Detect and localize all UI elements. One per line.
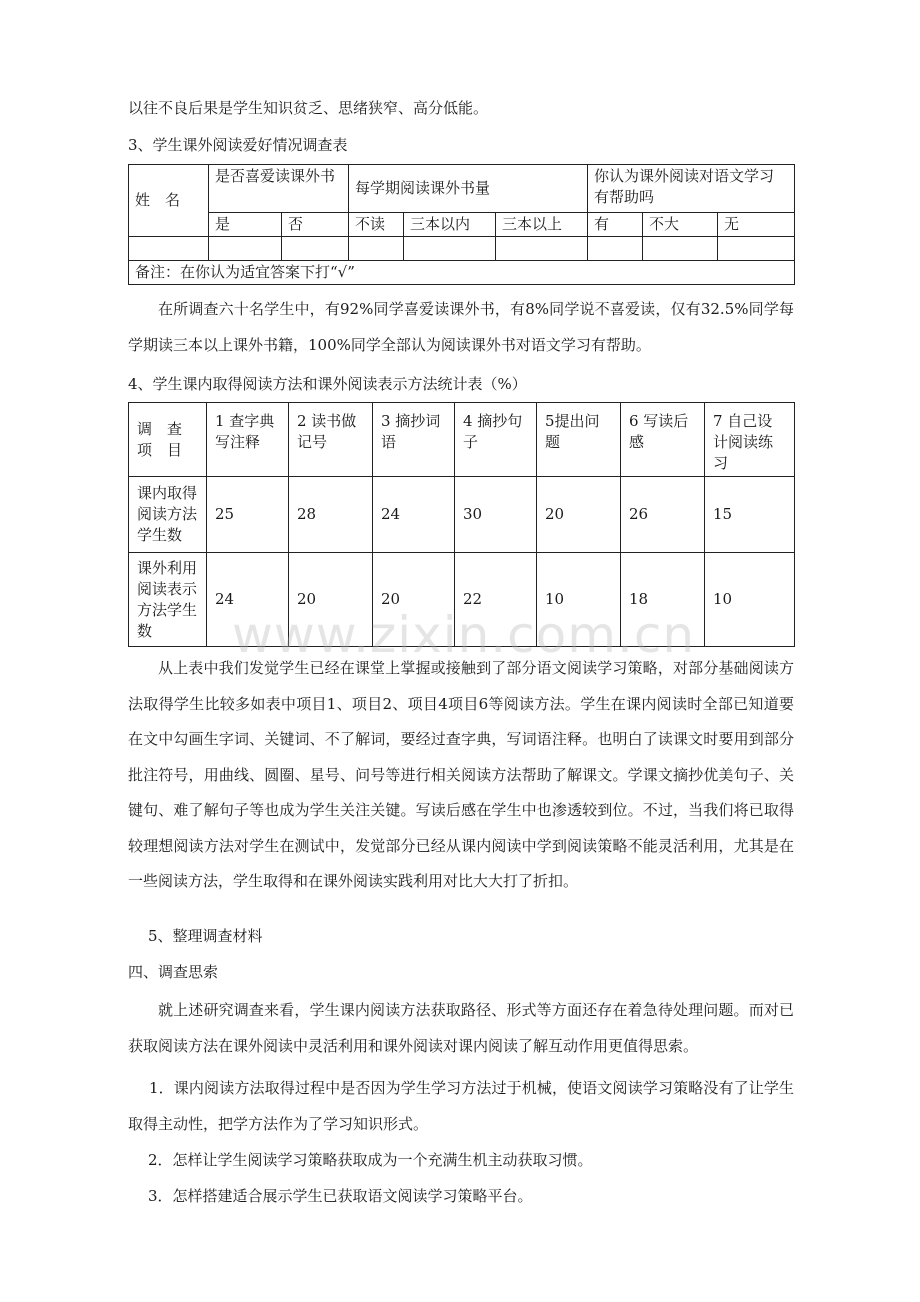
option-little-help: 不大 (643, 213, 718, 237)
method-header: 3 摘抄词语 (373, 403, 455, 477)
table1-note: 备注：在你认为适宜答案下打“√” (129, 261, 795, 285)
paragraph-text: 就上述研究调查来看，学生课内阅读方法获取路径、形式等方面还存在着急待处理问题。而对已获取阅读方法在课外阅读中灵活利用和课外阅读对课内阅读了解互动作用更值得思索。 (128, 1001, 794, 1055)
reflection-paragraph (128, 993, 794, 1064)
header-helpful: 你认为课外阅读对语文学习有帮助吗 (588, 165, 795, 213)
value-cell: 24 (373, 477, 455, 553)
header-reading-amount: 每学期阅读课外书量 (349, 165, 588, 213)
value-cell: 25 (207, 477, 289, 553)
blank-cell (496, 237, 588, 261)
blank-cell (588, 237, 643, 261)
question-1 (128, 1071, 794, 1142)
analysis-paragraph (128, 651, 794, 900)
paragraph-text: 1．课内阅读方法取得过程中是否因为学生学习方法过于机械，使语文阅读学习策略没有了让学生取得主动性，把学方法作为了学习知识形式。 (128, 1079, 794, 1133)
option-has-help: 有 (588, 213, 643, 237)
item-5-heading: 5、整理调查材料 (148, 927, 263, 945)
blank-cell (404, 237, 496, 261)
paragraph-text: 从上表中我们发觉学生已经在课堂上掌握或接触到了部分语文阅读学习策略，对部分基础阅读方法取得学生比较多如表中项目1、项目2、项目4项目6等阅读方法。学生在课内阅读时全部已知道要在文中勾画生字词、关键词、不了解词，要经过查字典，写词语注释。也明白了读课文时要用到部分批注符号，用曲线、圆圈、星号、问号等进行相关阅读方法帮助了解课文。学课文摘抄优美句子、关键句、难了解句子等也成为学生关注关键。写读后感在学生中也渗透较到位。不过，当我们将已取得较理想阅读方法对学生在测试中，发觉部分已经从课内阅读中学到阅读策略不能灵活利用，尤其是在一些阅读方法，学生取得和在课外阅读实践利用对比大大打了折扣。 (128, 659, 794, 890)
table1-title: 3、学生课外阅读爱好情况调查表 (128, 136, 348, 154)
question-2: 2．怎样让学生阅读学习策略获取成为一个充满生机主动获取习惯。 (148, 1151, 593, 1169)
paragraph-text: 在所调查六十名学生中，有92%同学喜爱读课外书，有8%同学说不喜爱读，仅有32.5%同学每学期读三本以上课外书籍，100%同学全部认为阅读课外书对语文学习有帮助。 (128, 300, 794, 354)
value-cell: 20 (537, 477, 621, 553)
row-label: 课内取得阅读方法学生数 (129, 477, 207, 553)
blank-cell (349, 237, 404, 261)
blank-cell (129, 237, 209, 261)
section-4-heading: 四、调查思索 (128, 963, 219, 981)
option-no: 否 (282, 213, 349, 237)
question-3: 3．怎样搭建适合展示学生已获取语文阅读学习策略平台。 (148, 1187, 533, 1205)
header-like-reading: 是否喜爱读课外书 (209, 165, 349, 213)
reading-hobby-survey-table (128, 164, 795, 285)
method-header: 1 查字典写注释 (207, 403, 289, 477)
value-cell: 26 (621, 477, 705, 553)
watermark: www.zixin.com.cn (232, 606, 696, 664)
table2-title: 4、学生课内取得阅读方法和课外阅读表示方法统计表（%） (128, 375, 527, 393)
value-cell: 22 (455, 553, 537, 647)
table-row (129, 477, 795, 553)
blank-cell (209, 237, 282, 261)
option-no-help: 无 (718, 213, 795, 237)
method-header: 2 读书做记号 (289, 403, 373, 477)
blank-cell (718, 237, 795, 261)
option-over-three: 三本以上 (496, 213, 588, 237)
option-not-read: 不读 (349, 213, 404, 237)
value-cell: 24 (207, 553, 289, 647)
value-cell: 20 (289, 553, 373, 647)
method-header: 4 摘抄句子 (455, 403, 537, 477)
intro-line: 以往不良后果是学生知识贫乏、思绪狭窄、高分低能。 (128, 99, 489, 117)
value-cell: 15 (705, 477, 795, 553)
value-cell: 18 (621, 553, 705, 647)
blank-cell (643, 237, 718, 261)
option-within-three: 三本以内 (404, 213, 496, 237)
option-yes: 是 (209, 213, 282, 237)
value-cell: 30 (455, 477, 537, 553)
value-cell: 10 (537, 553, 621, 647)
value-cell: 10 (705, 553, 795, 647)
row-label: 课外利用阅读表示方法学生数 (129, 553, 207, 647)
method-header: 6 写读后感 (621, 403, 705, 477)
header-name: 姓 名 (129, 165, 209, 237)
blank-cell (282, 237, 349, 261)
corner-header: 调 查 项 目 (129, 403, 207, 477)
method-header: 7 自己设计阅读练习 (705, 403, 795, 477)
survey-result-paragraph (128, 292, 794, 363)
method-header: 5提出问题 (537, 403, 621, 477)
value-cell: 20 (373, 553, 455, 647)
value-cell: 28 (289, 477, 373, 553)
